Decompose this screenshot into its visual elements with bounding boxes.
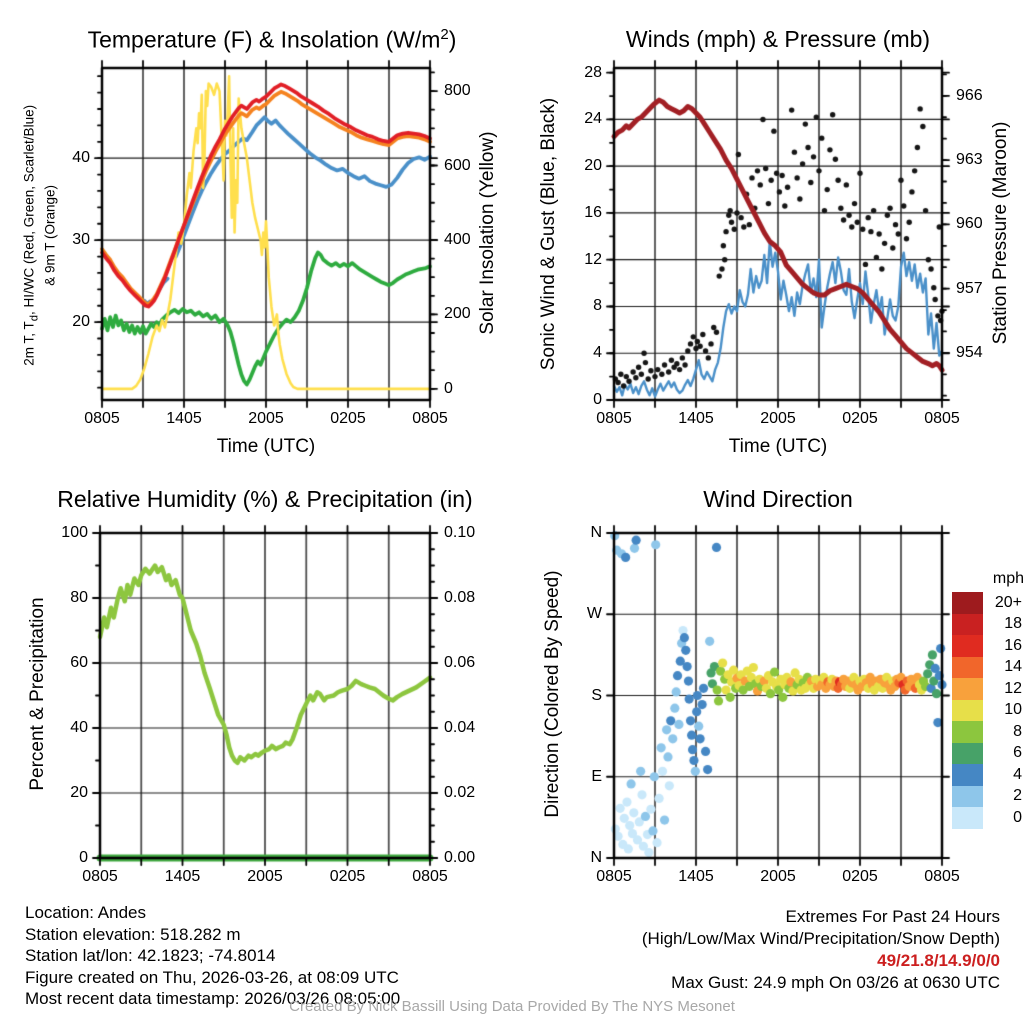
tick-label: 0805 xyxy=(412,410,448,427)
title-superscript: 2 xyxy=(440,26,449,43)
tick-label: 16 xyxy=(584,203,602,221)
tick-label: 957 xyxy=(956,279,983,297)
label-text: & 9m T (Orange) xyxy=(42,184,58,286)
tick-label: 0 xyxy=(444,379,453,397)
max-gust: Max Gust: 24.9 mph On 03/26 at 0630 UTC xyxy=(671,973,1000,992)
tick-label: 600 xyxy=(444,156,471,174)
tick-label: 0205 xyxy=(842,410,878,427)
tick-label: 1405 xyxy=(164,868,201,885)
tick-label: 20 xyxy=(584,157,602,175)
tick-label: 0805 xyxy=(82,868,118,885)
legend-color-swatch xyxy=(952,678,983,700)
label-text: , HI/WC (Red, Green, Scarlet/Blue) xyxy=(21,104,37,315)
x-axis-title-temp: Time (UTC) xyxy=(216,436,316,457)
credit-line: Created By Nick Bassill Using Data Provided By The NYS Mesonet xyxy=(289,998,735,1015)
tick-label: 0.06 xyxy=(444,654,476,671)
tick-label: 100 xyxy=(61,524,88,541)
tick-label: 40 xyxy=(70,719,88,736)
tick-label: 0.10 xyxy=(444,524,476,541)
tick-label: 0 xyxy=(593,391,602,408)
legend-label: 4 xyxy=(1013,765,1022,783)
chart-title-winds-pressure: Winds (mph) & Pressure (mb) xyxy=(625,26,931,52)
data-timestamp: Most recent data timestamp: 2026/03/26 08:05:00 xyxy=(25,989,401,1008)
tick-label: 0805 xyxy=(924,868,960,885)
extremes-subtitle: (High/Low/Max Wind/Precipitation/Snow Depth) xyxy=(641,929,1000,948)
label-subscript: d xyxy=(28,314,41,322)
legend-color-swatch xyxy=(952,743,983,765)
legend-color-swatch xyxy=(952,764,983,786)
tick-label: 80 xyxy=(70,589,88,606)
tick-label: 0.04 xyxy=(444,719,476,736)
tick-label: 963 xyxy=(956,151,983,169)
tick-label: N xyxy=(590,849,602,866)
chart-title-wind-direction: Wind Direction xyxy=(703,486,853,512)
extremes-title: Extremes For Past 24 Hours xyxy=(785,907,1000,926)
tick-label: E xyxy=(591,767,602,785)
tick-label: 20 xyxy=(72,313,90,331)
tick-label: 20 xyxy=(70,784,88,801)
extremes-values: 49/21.8/14.9/0/0 xyxy=(877,951,1000,970)
tick-label: 966 xyxy=(956,86,983,104)
tick-label: 30 xyxy=(72,231,90,249)
legend-label: 16 xyxy=(1004,636,1022,654)
tick-label: 1405 xyxy=(678,410,714,427)
tick-label: 1405 xyxy=(678,868,714,885)
tick-label: 2005 xyxy=(247,868,283,885)
tick-label: 960 xyxy=(956,215,983,233)
x-axis-title-wind: Time (UTC) xyxy=(728,436,828,457)
y-axis-label-insolation-right: Solar Insolation (Yellow) xyxy=(477,131,498,335)
tick-label: 8 xyxy=(593,297,602,315)
tick-label: 0805 xyxy=(924,410,960,427)
tick-label: S xyxy=(591,686,602,704)
tick-label: 40 xyxy=(72,149,90,167)
tick-label: 0805 xyxy=(84,410,120,427)
label-text: 2m T, T xyxy=(21,321,37,366)
legend-color-swatch xyxy=(952,614,983,636)
legend-label: 18 xyxy=(1004,615,1022,633)
tick-label: 0805 xyxy=(596,410,632,427)
legend-color-swatch xyxy=(952,786,983,808)
chart-title-rh-precip: Relative Humidity (%) & Precipitation (in) xyxy=(57,486,473,512)
tick-label: 0.00 xyxy=(444,849,476,866)
tick-label: 4 xyxy=(593,344,602,362)
tick-label: 0 xyxy=(79,849,88,866)
figure-created: Figure created on Thu, 2026-03-26, at 08:09 UTC xyxy=(25,967,399,987)
tick-label: 954 xyxy=(956,343,983,361)
legend-label: 20+ xyxy=(994,593,1022,611)
station-location: Location: Andes xyxy=(25,903,146,922)
chart-title-temp-insolation xyxy=(88,26,457,54)
y-axis-label-pressure-right: Station Pressure (Maroon) xyxy=(990,121,1011,345)
title-text: Temperature (F) & Insolation (W/m xyxy=(87,26,441,53)
y-axis-label-direction-left: Direction (Colored By Speed) xyxy=(542,570,563,818)
tick-label: W xyxy=(586,605,602,623)
extremes-block xyxy=(440,906,1000,994)
legend-label: 14 xyxy=(1004,658,1022,676)
tick-label: 24 xyxy=(584,110,602,128)
tick-label: 800 xyxy=(444,82,471,100)
tick-label: 2005 xyxy=(248,410,284,427)
station-info-block xyxy=(25,902,400,1010)
tick-label: 2005 xyxy=(760,410,796,427)
title-text: ) xyxy=(448,26,457,53)
legend-color-swatch xyxy=(952,657,983,679)
legend-color-swatch xyxy=(952,635,983,657)
legend-color-swatch xyxy=(952,700,983,722)
tick-label: 0805 xyxy=(596,868,632,885)
legend-color-swatch xyxy=(952,807,983,829)
tick-label: 0805 xyxy=(412,868,448,885)
tick-label: 0205 xyxy=(330,410,366,427)
legend-label: 12 xyxy=(1004,679,1022,697)
tick-label: 12 xyxy=(584,250,602,268)
tick-label: 2005 xyxy=(760,868,796,885)
legend-label: 2 xyxy=(1013,787,1022,805)
tick-label: 400 xyxy=(444,230,471,248)
tick-label: N xyxy=(590,524,602,541)
legend-label: 8 xyxy=(1013,722,1022,740)
tick-label: 1405 xyxy=(166,410,202,427)
tick-label: 0.08 xyxy=(444,589,476,606)
tick-label: 0205 xyxy=(329,868,366,885)
tick-label: 200 xyxy=(444,305,471,323)
station-elevation: Station elevation: 518.282 m xyxy=(25,924,241,944)
tick-label: 0.02 xyxy=(444,784,476,801)
y-axis-label-rh-left: Percent & Precipitation xyxy=(27,597,48,791)
y-axis-label-wind-left: Sonic Wind & Gust (Blue, Black) xyxy=(538,97,559,371)
legend-label: 10 xyxy=(1004,701,1022,719)
legend-color-swatch xyxy=(952,592,983,614)
tick-label: 60 xyxy=(70,654,88,671)
legend-color-swatch xyxy=(952,721,983,743)
station-latlon: Station lat/lon: 42.1823; -74.8014 xyxy=(25,946,276,965)
legend-title: mph xyxy=(992,570,1024,587)
y-axis-label-temp-left xyxy=(22,45,59,425)
legend-label: 6 xyxy=(1013,744,1022,762)
tick-label: 0205 xyxy=(842,868,878,885)
tick-label: 28 xyxy=(584,63,602,81)
legend-label: 0 xyxy=(1013,808,1022,826)
